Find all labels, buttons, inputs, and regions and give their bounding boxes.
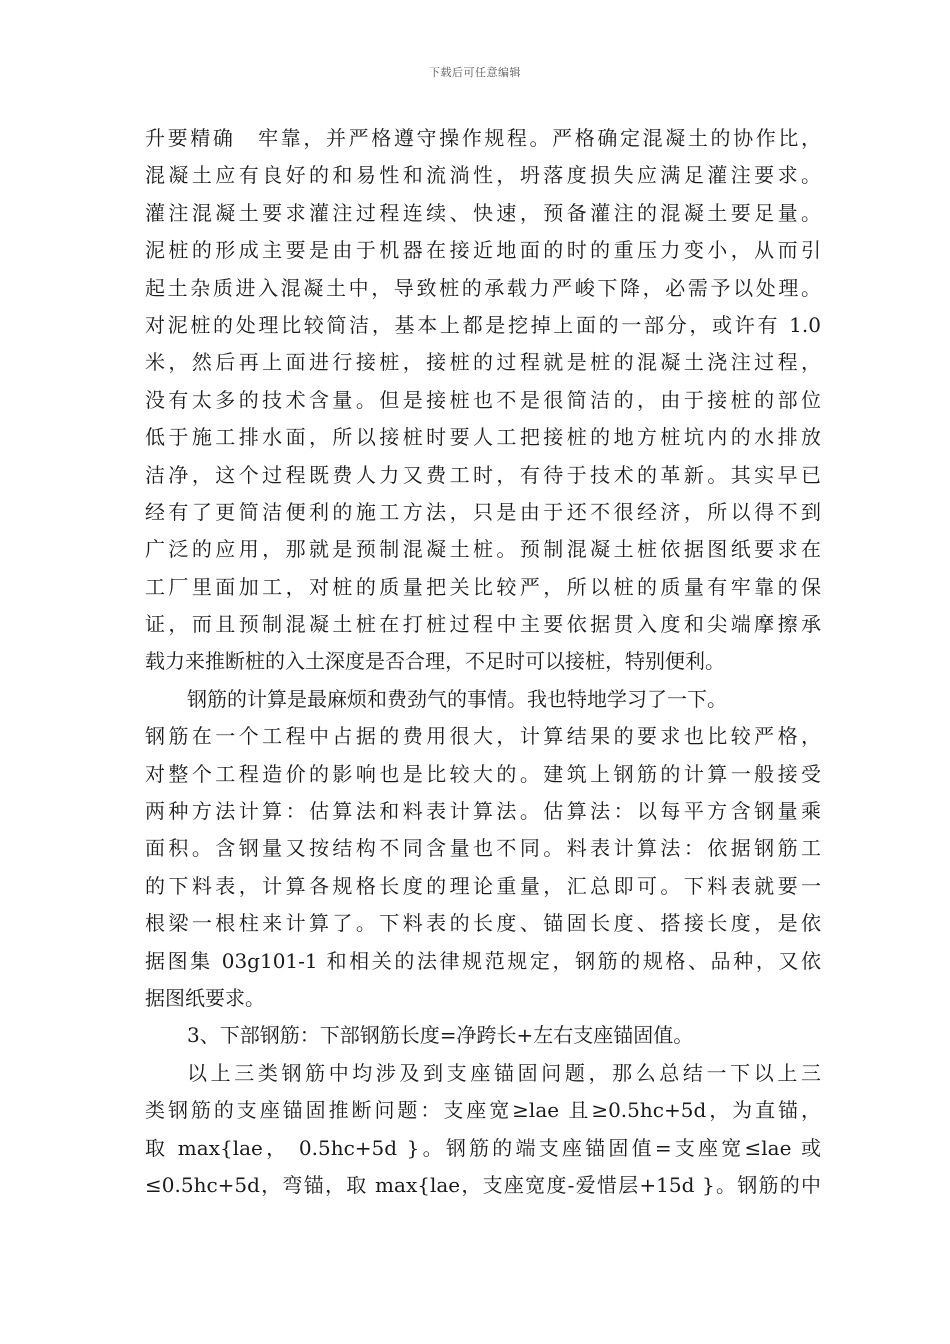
paragraph-3 <box>145 1017 821 1054</box>
text-line: 工厂里面加工，对桩的质量把关比较严，所以桩的质量有牢靠的保 <box>145 574 821 599</box>
text-line: 没有太多的技术含量。但是接桩也不是很简洁的，由于接桩的部位 <box>145 387 821 412</box>
text-line: 灌注混凝土要求灌注过程连续、快速，预备灌注的混凝土要足量。 <box>145 200 821 225</box>
text-line: 升要精确 牢靠，并严格遵守操作规程。严格确定混凝土的协作比， <box>145 126 821 150</box>
text-line: 以上三类钢筋中均涉及到支座锚固问题，那么总结一下以上三 <box>187 1060 821 1085</box>
text-line: 混凝土应有良好的和易性和流淌性，坍落度损失应满足灌注要求。 <box>145 163 821 188</box>
text-line: 钢筋的计算是最麻烦和费劲气的事情。我也特地学习了一下。 <box>187 686 727 711</box>
text-line: 类钢筋的支座锚固推断问题：支座宽≥lae 且≥0.5hc+5d，为直锚， <box>145 1098 821 1123</box>
page-header: 下载后可任意编辑 <box>429 66 521 79</box>
text-line: 广泛的应用，那就是预制混凝土桩。预制混凝土桩依据图纸要求在 <box>145 537 821 562</box>
text-line: 面积。含钢量又按结构不同含量也不同。料表计算法：依据钢筋工 <box>145 836 821 861</box>
text-line: 低于施工排水面，所以接桩时要人工把接桩的地方桩坑内的水排放 <box>145 425 821 450</box>
text-line: 洁净，这个过程既费人力又费工时，有待于技术的革新。其实早已 <box>145 462 821 487</box>
text-line: 钢筋在一个工程中占据的费用很大，计算结果的要求也比较严格， <box>145 724 821 749</box>
text-line: 据图纸要求。 <box>145 985 265 1010</box>
text-line: 米，然后再上面进行接桩，接桩的过程就是桩的混凝土浇注过程， <box>145 350 821 375</box>
text-line: 对整个工程造价的影响也是比较大的。建筑上钢筋的计算一般接受 <box>145 761 821 786</box>
text-line: 对泥桩的处理比较简洁，基本上都是挖掉上面的一部分，或许有 1.0 <box>145 312 821 337</box>
text-line: 证，而且预制混凝土桩在打桩过程中主要依据贯入度和尖端摩擦承 <box>145 612 821 637</box>
text-line: 的下料表，计算各规格长度的理论重量，汇总即可。下料表就要一 <box>145 873 821 898</box>
text-line: 经有了更简洁便利的施工方法，只是由于还不很经济，所以得不到 <box>145 499 821 524</box>
text-line: 据图集 03g101-1 和相关的法律规范规定，钢筋的规格、品种，又依 <box>145 948 821 973</box>
document-body <box>145 120 821 1204</box>
text-line: 两种方法计算：估算法和料表计算法。估算法：以每平方含钢量乘 <box>145 799 821 824</box>
text-line: 载力来推断桩的入土深度是否合理，不足时可以接桩，特别便利。 <box>145 649 725 674</box>
paragraph-4 <box>145 1055 821 1205</box>
paragraph-1 <box>145 120 821 681</box>
paragraph-2 <box>145 681 821 1018</box>
text-line: 3、下部钢筋：下部钢筋长度=净跨长+左右支座锚固值。 <box>187 1023 694 1048</box>
text-line: 取 max{lae， 0.5hc+5d }。钢筋的端支座锚固值=支座宽≤lae 或 <box>145 1135 821 1160</box>
text-line: ≤0.5hc+5d，弯锚，取 max{lae，支座宽度-爱惜层+15d }。钢筋的中 <box>145 1172 821 1197</box>
text-line: 泥桩的形成主要是由于机器在接近地面的时的重压力变小，从而引 <box>145 238 821 263</box>
text-line: 根梁一根柱来计算了。下料表的长度、锚固长度、搭接长度，是依 <box>145 911 821 936</box>
text-line: 起土杂质进入混凝土中，导致桩的承载力严峻下降，必需予以处理。 <box>145 275 821 300</box>
